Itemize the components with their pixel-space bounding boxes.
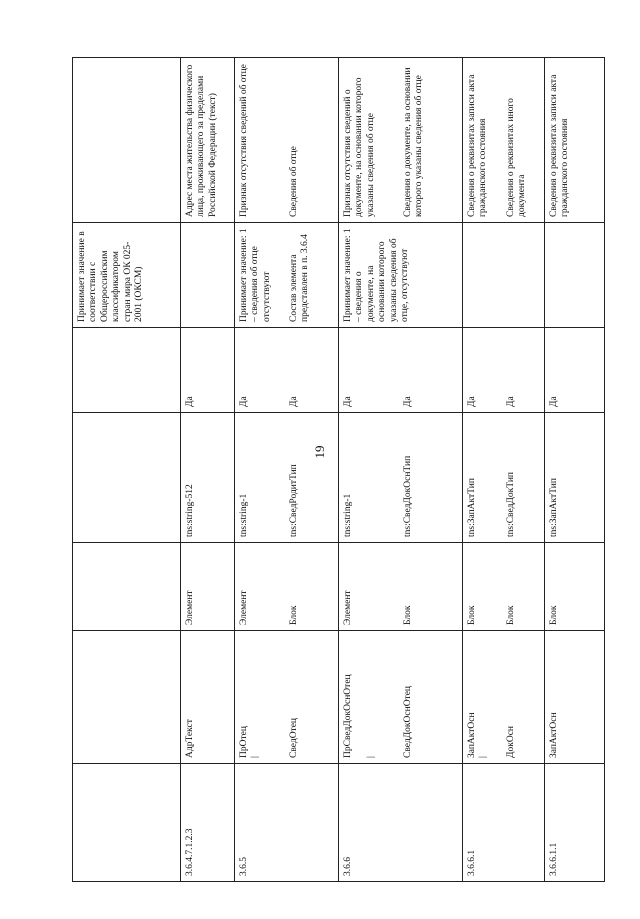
- page-number: 19: [312, 445, 327, 459]
- description-primary: Признак отсутствия сведений об отце: [239, 64, 249, 217]
- cell-required: Да: [545, 328, 605, 413]
- cell-kind: [339, 543, 463, 631]
- type-secondary: tns:СведДокТип: [505, 472, 516, 537]
- cell-description: [235, 58, 339, 223]
- name-secondary: СведОтец: [288, 717, 299, 758]
- cell-description: Сведения о реквизитах записи акта гражданского состояния: [545, 58, 605, 223]
- type-primary: tns:string-1: [343, 493, 353, 537]
- name-primary: ПрОтец: [239, 726, 249, 758]
- cell-note: Принимает значение в соответствии с Общероссийским классификатором стран мира ОК 025-2001 (ОКСМ): [73, 223, 181, 328]
- cell-name: [73, 631, 181, 764]
- cell-type: [463, 413, 545, 543]
- cell-kind: [463, 543, 545, 631]
- cell-note: [235, 223, 339, 328]
- kind-secondary: Блок: [288, 605, 299, 625]
- kind-secondary: Блок: [505, 605, 516, 625]
- name-primary: ЗапАктОсн: [467, 712, 477, 758]
- required-primary: Да: [239, 396, 249, 407]
- cell-type: [339, 413, 463, 543]
- name-primary: ПрСведДокОснОтец: [343, 674, 353, 758]
- cell-number: 3.6.6.1.1: [545, 764, 605, 882]
- kind-secondary: Блок: [402, 605, 413, 625]
- kind-primary: Блок: [467, 605, 477, 625]
- cell-type: [235, 413, 339, 543]
- cell-number: [73, 764, 181, 882]
- rotated-table-frame: [72, 58, 604, 882]
- cell-required: Да: [181, 328, 235, 413]
- cell-name: АдрТекст: [181, 631, 235, 764]
- cell-required: [235, 328, 339, 413]
- cell-name: ЗапАктОсн: [545, 631, 605, 764]
- cell-type: tns:string-512: [181, 413, 235, 543]
- table-row: [339, 58, 463, 882]
- cell-kind: [235, 543, 339, 631]
- connector-mark: |: [478, 756, 489, 758]
- cell-note: [545, 223, 605, 328]
- rotated-table-wrapper: [72, 58, 604, 882]
- cell-type: [73, 413, 181, 543]
- type-secondary: tns:СведРодитТип: [288, 464, 299, 537]
- cell-number: 3.6.5: [235, 764, 339, 882]
- cell-kind: Блок: [545, 543, 605, 631]
- cell-description: Адрес места жительства физического лица, проживающего за пределами Российской Федерации (текст): [181, 58, 235, 223]
- kind-primary: Элемент: [343, 590, 353, 625]
- cell-name: [235, 631, 339, 764]
- cell-number: 3.6.6: [339, 764, 463, 882]
- cell-note: Принимает значение: 1 – сведения о документе, на основании которого указаны сведения об отце, отсутствуют: [339, 223, 463, 328]
- connector-mark: |: [366, 756, 377, 758]
- note-secondary: Состав элемента представлен в п. 3.6.4: [288, 234, 310, 322]
- cell-name: [339, 631, 463, 764]
- description-primary: Признак отсутствия сведений о документе, на основании которого указаны сведения об отце: [343, 77, 376, 217]
- cell-number: 3.6.4.7.1.2.3: [181, 764, 235, 882]
- type-secondary: tns:СведДокОснТип: [402, 455, 413, 537]
- connector-mark: |: [250, 756, 261, 758]
- required-secondary: Да: [288, 396, 299, 407]
- cell-required: [463, 328, 545, 413]
- name-secondary: ДокОсн: [505, 725, 516, 758]
- table-row: [181, 58, 235, 882]
- table-row: [545, 58, 605, 882]
- table-row: [235, 58, 339, 882]
- cell-name: [463, 631, 545, 764]
- cell-description: [463, 58, 545, 223]
- kind-primary: Элемент: [239, 590, 249, 625]
- description-secondary: Сведения о документе, на основании которого указаны сведения об отце: [402, 67, 424, 217]
- description-secondary: Сведения о реквизитах иного документа: [505, 98, 527, 217]
- description-secondary: Сведения об отце: [288, 146, 299, 217]
- required-secondary: Да: [505, 396, 516, 407]
- cell-kind: [73, 543, 181, 631]
- cell-description: [73, 58, 181, 223]
- cell-required: [339, 328, 463, 413]
- required-secondary: Да: [402, 396, 413, 407]
- note-primary: Принимает значение: 1 – сведения об отце отсутствуют: [239, 228, 272, 322]
- type-primary: tns:ЗапАктТип: [467, 478, 477, 537]
- cell-kind: Элемент: [181, 543, 235, 631]
- table-row: [463, 58, 545, 882]
- element-spec-table: [72, 57, 605, 882]
- cell-number: 3.6.6.1: [463, 764, 545, 882]
- required-primary: Да: [343, 396, 353, 407]
- cell-note: [181, 223, 235, 328]
- required-primary: Да: [467, 396, 477, 407]
- cell-type: tns:ЗапАктТип: [545, 413, 605, 543]
- type-primary: tns:string-1: [239, 493, 249, 537]
- cell-required: [73, 328, 181, 413]
- table-row: [73, 58, 181, 882]
- description-primary: Сведения о реквизитах записи акта гражданского состояния: [467, 74, 489, 217]
- cell-note: [463, 223, 545, 328]
- name-secondary: СведДокОснОтец: [402, 685, 413, 758]
- cell-description: [339, 58, 463, 223]
